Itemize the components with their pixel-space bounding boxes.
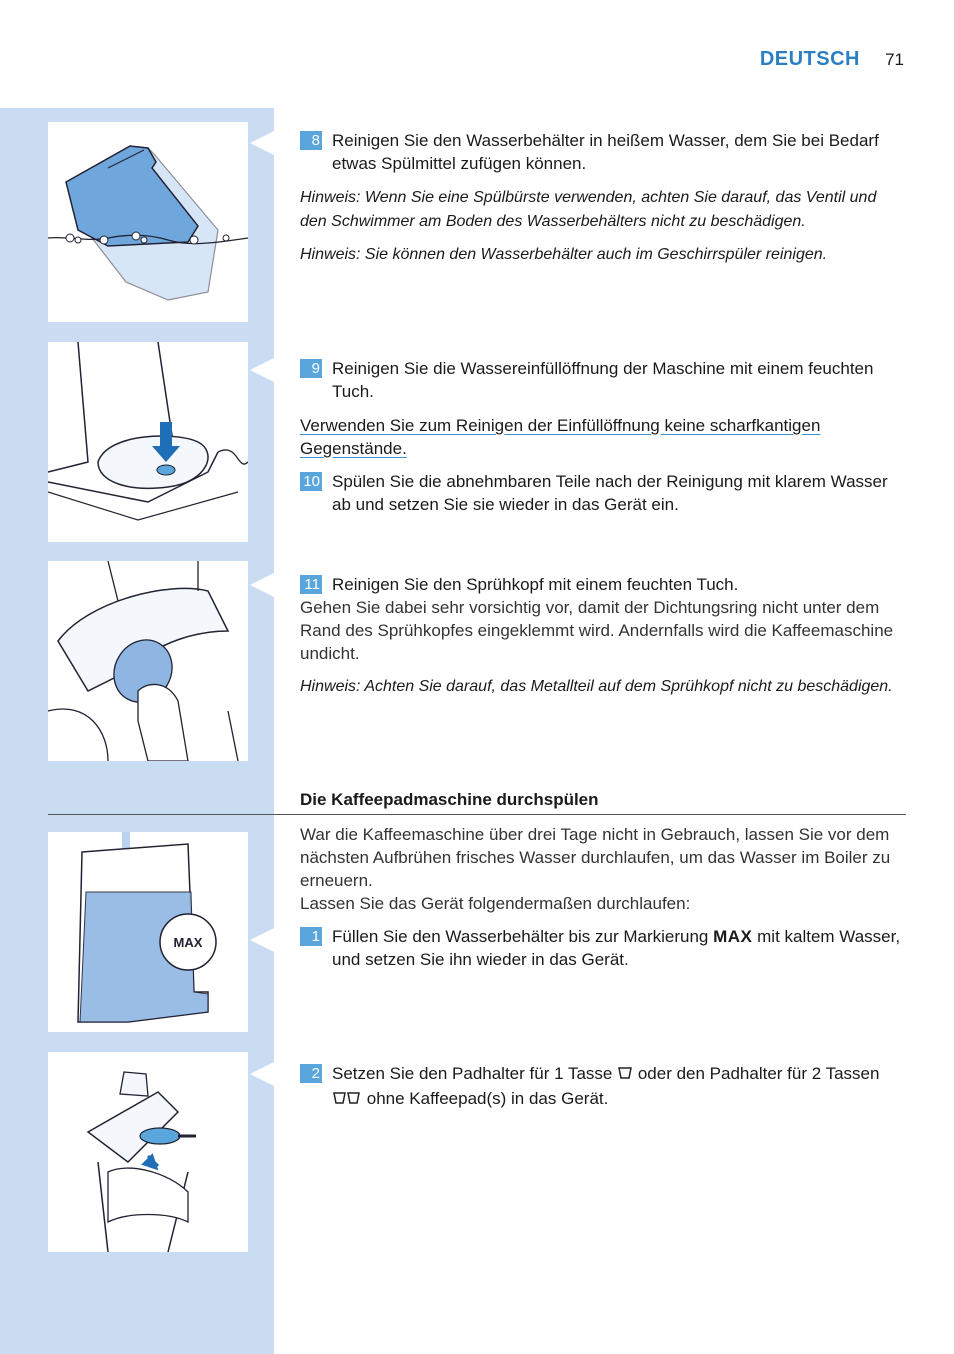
two-cups-icon bbox=[332, 1089, 362, 1112]
panel-pointer bbox=[250, 928, 274, 952]
step-number-badge: 1 bbox=[300, 927, 322, 946]
step-number-badge: 11 bbox=[300, 575, 322, 594]
flush-step-2-block bbox=[300, 1062, 906, 1112]
step-10 bbox=[300, 470, 906, 516]
step-text-part1: Setzen Sie den Padhalter für 1 Tasse bbox=[332, 1064, 613, 1083]
section-intro-2: Lassen Sie das Gerät folgendermaßen durchlaufen: bbox=[300, 894, 691, 913]
max-label: MAX bbox=[173, 935, 203, 950]
step-text: Reinigen Sie die Wassereinfüllöffnung der Maschine mit einem feuchten Tuch. bbox=[332, 359, 874, 401]
step-text: Spülen Sie die abnehmbaren Teile nach der Reinigung mit klarem Wasser ab und setzen Sie sie wieder in das Gerät ein. bbox=[332, 472, 888, 514]
step-11 bbox=[300, 573, 906, 596]
step-text-after: mit kaltem Wasser, und setzen Sie ihn wieder in das Gerät. bbox=[332, 927, 901, 969]
step-8 bbox=[300, 129, 906, 175]
step-9-block bbox=[300, 357, 906, 516]
step-8-block bbox=[300, 129, 906, 267]
page-number: 71 bbox=[885, 50, 904, 69]
note-dishwasher: Hinweis: Sie können den Wasserbehälter auch im Geschirrspüler reinigen. bbox=[300, 246, 828, 263]
step-number-badge: 2 bbox=[300, 1064, 322, 1083]
step-number-badge: 10 bbox=[300, 472, 322, 491]
flush-section bbox=[300, 823, 906, 971]
panel-pointer bbox=[250, 573, 274, 597]
pad-holder-insert-illustration bbox=[48, 1052, 248, 1252]
step-number-badge: 9 bbox=[300, 359, 322, 378]
water-tank-washing-illustration bbox=[48, 122, 248, 322]
step-text-part2: oder den Padhalter für 2 Tassen bbox=[637, 1064, 880, 1083]
step-text-before: Füllen Sie den Wasserbehälter bis zur Markierung bbox=[332, 927, 709, 946]
step-text: Reinigen Sie den Sprühkopf mit einem feuchten Tuch. bbox=[332, 575, 739, 594]
section-heading: Die Kaffeepadmaschine durchspülen bbox=[300, 790, 599, 809]
step-text: Reinigen Sie den Wasserbehälter in heißem Wasser, dem Sie bei Bedarf etwas Spülmittel zufügen können. bbox=[332, 131, 879, 173]
panel-pointer bbox=[250, 1062, 274, 1086]
step-text-part3: ohne Kaffeepad(s) in das Gerät. bbox=[366, 1089, 609, 1108]
warning-text: Verwenden Sie zum Reinigen der Einfüllöffnung keine scharfkantigen Gegenstände. bbox=[300, 416, 821, 458]
water-inlet-cleaning-illustration bbox=[48, 342, 248, 542]
one-cup-icon bbox=[617, 1064, 633, 1087]
panel-pointer bbox=[250, 358, 274, 382]
section-intro: War die Kaffeemaschine über drei Tage nicht in Gebrauch, lassen Sie vor dem nächsten Aufbrühen frisches Wasser durchlaufen, um das Wasser im Boiler zu erneuern. bbox=[300, 825, 891, 890]
flush-step-1 bbox=[300, 925, 906, 971]
note-metal-part: Hinweis: Achten Sie darauf, das Metallteil auf dem Sprühkopf nicht zu beschädigen. bbox=[300, 678, 893, 695]
flush-step-2 bbox=[300, 1062, 906, 1112]
section-divider bbox=[48, 814, 906, 815]
note-brush: Hinweis: Wenn Sie eine Spülbürste verwenden, achten Sie darauf, das Ventil und den Schwimmer am Boden des Wasserbehälters nicht zu beschädigen. bbox=[300, 189, 877, 230]
spray-head-cleaning-illustration bbox=[48, 561, 248, 761]
water-tank-max-illustration bbox=[48, 832, 248, 1032]
step-11-block bbox=[300, 573, 906, 699]
step-number-badge: 8 bbox=[300, 131, 322, 150]
language-header: DEUTSCH bbox=[759, 48, 860, 70]
step-11-detail: Gehen Sie dabei sehr vorsichtig vor, damit der Dichtungsring nicht unter dem Rand des Sprühkopfes eingeklemmt wird. Andernfalls wird die Kaffeemaschine undicht. bbox=[300, 598, 894, 663]
step-9 bbox=[300, 357, 906, 403]
max-marking: MAX bbox=[713, 927, 753, 946]
panel-pointer bbox=[250, 131, 274, 155]
